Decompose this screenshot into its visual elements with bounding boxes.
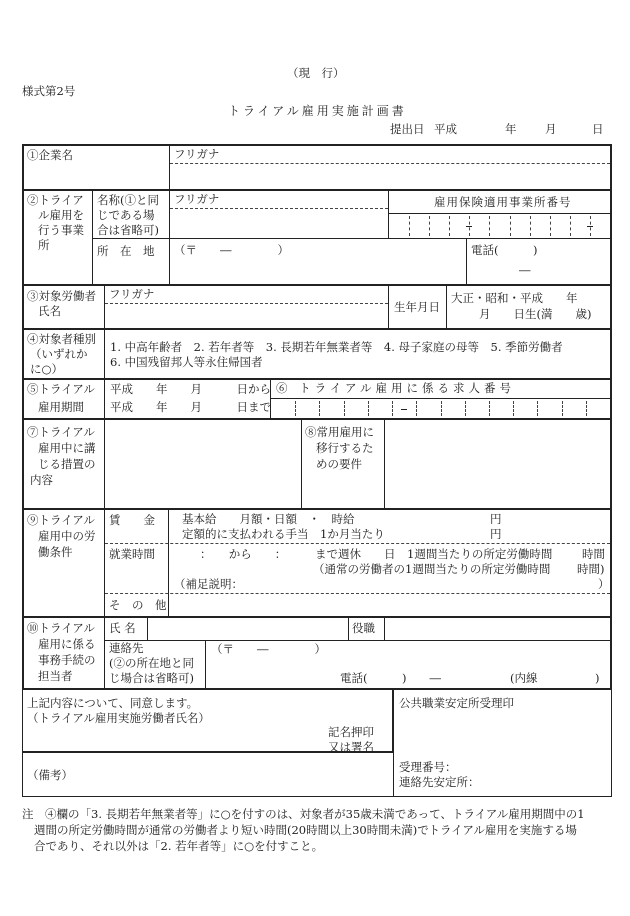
office-furigana-label: フリガナ (174, 192, 220, 206)
contact-person-label-line: ⑩トライアル (27, 621, 95, 635)
digit-separator (465, 401, 466, 416)
digit-separator (562, 401, 563, 416)
contact-name-input[interactable] (148, 618, 348, 640)
job-number-input[interactable] (271, 399, 610, 418)
digit-separator (295, 401, 296, 416)
conditions-label-line: 働条件 (38, 545, 73, 559)
sign-line1: 記名押印 (328, 725, 374, 739)
work-hours-line2[interactable]: （通常の労働者の1週間当たりの所定労働時間 (313, 562, 551, 576)
digit-separator (530, 216, 531, 236)
digit-separator (416, 401, 417, 416)
digit-separator (570, 216, 571, 236)
contact-address-input[interactable] (206, 641, 610, 688)
contact-position-input[interactable] (385, 618, 610, 640)
submission-date-day: 日 (592, 122, 604, 136)
requirements-input[interactable] (385, 420, 610, 508)
frame-left (22, 144, 24, 689)
wage-line2[interactable]: 定額的に支払われる手当 1か月当たり (182, 527, 385, 541)
worker-type-label: ④対象者種別 (27, 332, 96, 346)
company-furigana-input[interactable] (170, 145, 610, 163)
office-phone-dash: ― (519, 263, 531, 277)
trial-period-to[interactable]: 平成 年 月 日まで (110, 400, 271, 414)
note-line1: 注 ④欄の「3. 長期若年無業者等」に○を付すのは、対象者が35歳未満であって、トライアル雇用期間中の1 (22, 807, 585, 821)
note-line2: 週間の所定労働時間が通常の労働者より短い時間(20時間以上30時間未満)でトライアル雇用を実施する場 (34, 823, 577, 837)
measures-label-line: 雇用中に講 (38, 441, 96, 455)
measures-input[interactable] (105, 420, 301, 508)
submission-date-month: 月 (545, 122, 557, 136)
birthdate-input[interactable] (447, 286, 610, 328)
divider (22, 689, 23, 797)
office-label-line: ②トライア (27, 193, 84, 207)
office-label-line: 所 (38, 238, 50, 252)
consent-line2: （トライアル雇用実施労働者氏名） (27, 711, 210, 725)
conditions-label-line: ⑨トライアル (27, 513, 95, 527)
office-name-input[interactable] (170, 209, 388, 238)
job-number-label: ⑥ トライアル雇用に係る求人番号 (276, 381, 516, 395)
divider (392, 689, 394, 752)
worker-furigana-label: フリガナ (109, 287, 155, 301)
worker-name-label: ③対象労働者 (27, 289, 96, 303)
office-stamp-label: 公共職業安定所受理印 (399, 696, 514, 710)
conditions-label-line: 雇用中の労 (38, 529, 96, 543)
company-name-label: ①企業名 (27, 148, 73, 162)
divider (22, 508, 612, 510)
divider (348, 617, 349, 641)
supplement-close: ） (598, 577, 610, 591)
work-hours-label: 就業時間 (109, 547, 155, 561)
contact-office-label: 連絡先安定所： (399, 775, 480, 789)
divider (611, 689, 612, 797)
digit-separator (550, 216, 551, 236)
contact-name-label: 氏 名 (109, 621, 136, 635)
measures-label-line: 内容 (30, 473, 53, 487)
wage-line1[interactable]: 基本給 月額・日額 ・ 時給 (182, 512, 355, 526)
requirements-label-line: ⑧常用雇用に (305, 425, 374, 439)
form-number: 様式第2号 (22, 84, 76, 98)
consent-line1: 上記内容について、同意します。 (27, 696, 199, 710)
hyphen-mark (401, 409, 407, 410)
wage-yen-1: 円 (490, 512, 502, 526)
page-title: トライアル雇用実施計画書 (228, 104, 407, 118)
digit-separator (344, 401, 345, 416)
contact-address-label-line: じ場合は省略可) (109, 671, 194, 685)
measures-label-line: ⑦トライアル (27, 425, 95, 439)
digit-separator (489, 401, 490, 416)
requirements-label-line: 移行するた (316, 441, 374, 455)
submission-date-label: 提出日 (390, 122, 425, 136)
worker-type-label-line: に○） (30, 362, 64, 376)
contact-address-label-line: (②の所在地と同 (109, 656, 194, 670)
remarks-label: （備考） (27, 768, 73, 782)
digit-separator (537, 401, 538, 416)
birthdate-line1: 大正・昭和・平成 年 (451, 291, 578, 305)
consent-signature-area[interactable] (24, 690, 392, 751)
digit-separator (319, 401, 320, 416)
digit-separator (409, 216, 410, 236)
digit-separator (441, 401, 442, 416)
digit-separator (586, 401, 587, 416)
digit-separator (510, 216, 511, 236)
trial-period-from[interactable]: 平成 年 月 日から (110, 382, 271, 396)
office-label-line: 行う事業 (38, 223, 84, 237)
contact-position-label: 役職 (352, 621, 375, 635)
insurance-number-input[interactable] (389, 214, 610, 238)
wage-label: 賃 金 (109, 513, 155, 527)
office-phone-input[interactable] (467, 239, 610, 284)
office-name-label-line: 名称(①と同 (97, 193, 159, 207)
wage-yen-2: 円 (490, 527, 502, 541)
receipt-number-label: 受理番号： (399, 760, 457, 774)
contact-address-label-line: 連絡先 (109, 641, 144, 655)
dashed-divider (105, 543, 610, 544)
birthdate-line2: 月 日生(満 歳) (479, 307, 592, 321)
trial-period-label: ⑤トライアル (27, 382, 95, 396)
office-furigana-input[interactable] (170, 191, 388, 208)
work-hours-unit2: 時間) (577, 562, 605, 576)
requirements-label-line: めの要件 (316, 457, 362, 471)
digit-separator (489, 216, 490, 236)
digit-separator (449, 216, 450, 236)
divider (104, 379, 105, 419)
divider (22, 378, 612, 380)
measures-label-line: じる措置の (38, 457, 96, 471)
digit-separator (392, 401, 393, 416)
office-phone-label: 電話( ) (471, 243, 538, 257)
divider (393, 752, 394, 797)
contact-person-label-line: 事務手続の (38, 653, 96, 667)
other-label: そ の 他 (109, 598, 167, 612)
worker-furigana-input[interactable] (105, 286, 388, 303)
address-postal: （〒 ― ） (174, 243, 289, 257)
company-name-input[interactable] (170, 164, 610, 189)
contact-phone: 電話( ) ― (内線 ) (340, 671, 600, 685)
hyphen-mark (466, 226, 472, 227)
supplement-label[interactable]: （補足説明： (174, 577, 243, 591)
trial-period-label-line: 雇用期間 (38, 400, 84, 414)
submission-date-year: 年 (505, 122, 517, 136)
divider (22, 328, 612, 330)
digit-separator (513, 401, 514, 416)
office-name-label-line: 合は省略可) (97, 223, 159, 237)
divider (301, 419, 302, 509)
divider (104, 329, 105, 379)
office-name-label-line: じである場 (97, 208, 155, 222)
divider (388, 285, 389, 329)
worker-type-label-line: （いずれか (30, 347, 88, 361)
other-input[interactable] (169, 594, 610, 616)
current-label: （現 行） (287, 66, 345, 80)
birthdate-label: 生年月日 (394, 300, 440, 314)
note-line3: 合であり、それ以外は「2. 若年者等」に○を付すこと。 (34, 839, 324, 853)
sign-line2: 又は署名 (328, 740, 374, 754)
office-label-line: ル雇用を (38, 208, 84, 222)
divider (104, 617, 105, 689)
address-label: 所 在 地 (97, 244, 155, 258)
submission-date-era: 平成 (434, 122, 457, 136)
work-hours-line1[interactable]: ： から ： まで週休 日 1週間当たりの所定労働時間 (200, 547, 553, 561)
remarks-input[interactable] (24, 753, 392, 796)
frame-right (610, 144, 612, 689)
digit-separator (368, 401, 369, 416)
hyphen-mark (587, 226, 593, 227)
divider (104, 509, 105, 617)
insurance-number-label: 雇用保険適用事業所番号 (434, 195, 572, 209)
work-hours-unit: 時間 (582, 547, 605, 561)
divider (22, 796, 612, 797)
contact-postal: （〒 ― ） (211, 642, 326, 656)
contact-person-label-line: 雇用に係る (38, 637, 96, 651)
worker-name-label-line: 氏名 (38, 304, 61, 318)
company-furigana-label: フリガナ (174, 147, 220, 161)
contact-person-label-line: 担当者 (38, 669, 73, 683)
address-input[interactable] (170, 239, 466, 284)
digit-separator (429, 216, 430, 236)
worker-name-input[interactable] (105, 304, 388, 328)
worker-type-options-line2[interactable]: 6. 中国残留邦人等永住帰国者 (110, 355, 263, 369)
worker-type-options-line1[interactable]: 1. 中高年齢者 2. 若年者等 3. 長期若年無業者等 4. 母子家庭の母等 5. 季節労働者 (110, 340, 563, 354)
